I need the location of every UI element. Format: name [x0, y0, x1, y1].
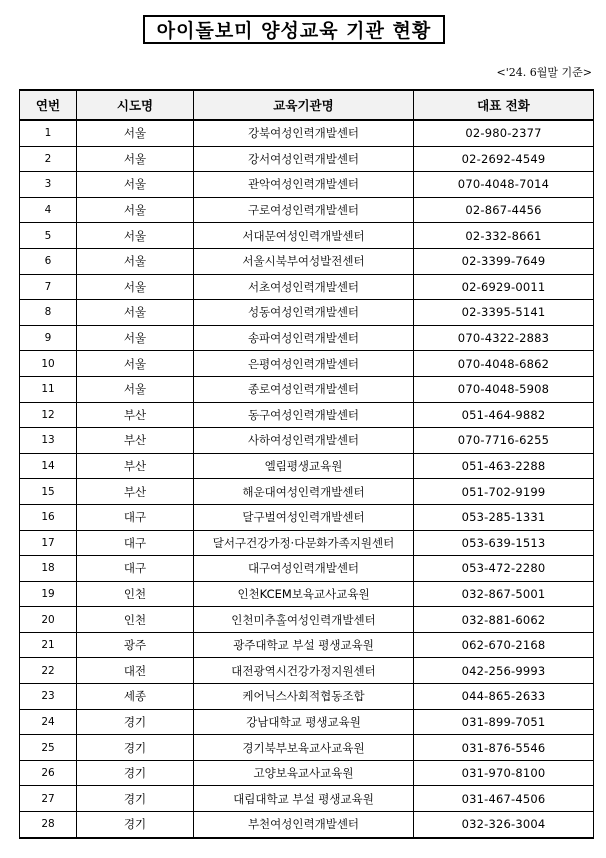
row-region: 경기	[77, 812, 194, 838]
row-phone: 044-865-2633	[414, 684, 594, 710]
table-row	[20, 504, 594, 530]
row-region: 부산	[77, 428, 194, 454]
table-row	[20, 120, 594, 146]
table-row	[20, 658, 594, 684]
row-phone: 02-980-2377	[414, 120, 594, 146]
row-number: 15	[20, 479, 77, 505]
row-institution: 강북여성인력개발센터	[194, 120, 414, 146]
row-institution: 경기북부보육교사교육원	[194, 735, 414, 761]
row-number: 21	[20, 632, 77, 658]
row-institution: 동구여성인력개발센터	[194, 402, 414, 428]
page-title: 아이돌보미 양성교육 기관 현황	[156, 20, 432, 42]
header-phone: 대표 전화	[414, 90, 594, 120]
row-phone: 031-899-7051	[414, 709, 594, 735]
row-region: 서울	[77, 300, 194, 326]
row-phone: 070-4048-6862	[414, 351, 594, 377]
row-phone: 02-3399-7649	[414, 248, 594, 274]
row-region: 대구	[77, 504, 194, 530]
row-institution: 인천KCEM보육교사교육원	[194, 581, 414, 607]
row-region: 서울	[77, 120, 194, 146]
row-region: 서울	[77, 274, 194, 300]
header-number: 연번	[20, 90, 77, 120]
row-institution: 인천미추홀여성인력개발센터	[194, 607, 414, 633]
row-institution: 광주대학교 부설 평생교육원	[194, 632, 414, 658]
row-phone: 02-3395-5141	[414, 300, 594, 326]
row-institution: 고양보육교사교육원	[194, 760, 414, 786]
row-number: 19	[20, 581, 77, 607]
row-institution: 대림대학교 부설 평생교육원	[194, 786, 414, 812]
row-number: 12	[20, 402, 77, 428]
row-phone: 051-463-2288	[414, 453, 594, 479]
row-institution: 서울시북부여성발전센터	[194, 248, 414, 274]
row-institution: 엘림평생교육원	[194, 453, 414, 479]
row-number: 23	[20, 684, 77, 710]
table-row	[20, 223, 594, 249]
row-number: 20	[20, 607, 77, 633]
row-institution: 성동여성인력개발센터	[194, 300, 414, 326]
row-number: 9	[20, 325, 77, 351]
row-region: 서울	[77, 376, 194, 402]
row-number: 7	[20, 274, 77, 300]
row-region: 인천	[77, 607, 194, 633]
row-region: 서울	[77, 146, 194, 172]
row-phone: 070-4048-5908	[414, 376, 594, 402]
row-region: 대구	[77, 530, 194, 556]
row-phone: 032-326-3004	[414, 812, 594, 838]
row-phone: 070-7716-6255	[414, 428, 594, 454]
table-row	[20, 402, 594, 428]
row-number: 2	[20, 146, 77, 172]
row-number: 5	[20, 223, 77, 249]
row-phone: 062-670-2168	[414, 632, 594, 658]
row-region: 부산	[77, 479, 194, 505]
row-institution: 은평여성인력개발센터	[194, 351, 414, 377]
row-region: 부산	[77, 453, 194, 479]
row-region: 서울	[77, 351, 194, 377]
table-row	[20, 632, 594, 658]
row-region: 광주	[77, 632, 194, 658]
table-header-row	[20, 90, 594, 120]
row-region: 경기	[77, 786, 194, 812]
row-region: 서울	[77, 223, 194, 249]
row-number: 27	[20, 786, 77, 812]
row-phone: 031-467-4506	[414, 786, 594, 812]
table-row	[20, 812, 594, 838]
table-row	[20, 735, 594, 761]
row-institution: 송파여성인력개발센터	[194, 325, 414, 351]
row-number: 13	[20, 428, 77, 454]
row-phone: 053-472-2280	[414, 556, 594, 582]
table-row	[20, 274, 594, 300]
row-institution: 종로여성인력개발센터	[194, 376, 414, 402]
institution-table	[19, 89, 594, 839]
row-institution: 부천여성인력개발센터	[194, 812, 414, 838]
row-phone: 031-970-8100	[414, 760, 594, 786]
row-number: 11	[20, 376, 77, 402]
row-number: 17	[20, 530, 77, 556]
row-phone: 02-867-4456	[414, 197, 594, 223]
table-body	[20, 120, 594, 838]
row-phone: 053-285-1331	[414, 504, 594, 530]
row-number: 10	[20, 351, 77, 377]
row-phone: 02-2692-4549	[414, 146, 594, 172]
row-phone: 051-464-9882	[414, 402, 594, 428]
table-row	[20, 248, 594, 274]
table-row	[20, 556, 594, 582]
row-phone: 051-702-9199	[414, 479, 594, 505]
row-number: 25	[20, 735, 77, 761]
row-number: 14	[20, 453, 77, 479]
row-region: 경기	[77, 760, 194, 786]
row-region: 서울	[77, 197, 194, 223]
row-institution: 서대문여성인력개발센터	[194, 223, 414, 249]
row-phone: 02-332-8661	[414, 223, 594, 249]
table-row	[20, 760, 594, 786]
table-row	[20, 607, 594, 633]
row-number: 16	[20, 504, 77, 530]
row-institution: 강서여성인력개발센터	[194, 146, 414, 172]
row-region: 부산	[77, 402, 194, 428]
base-date-note: <'24. 6월말 기준>	[496, 66, 592, 79]
row-institution: 해운대여성인력개발센터	[194, 479, 414, 505]
row-number: 4	[20, 197, 77, 223]
row-region: 경기	[77, 735, 194, 761]
row-institution: 구로여성인력개발센터	[194, 197, 414, 223]
row-phone: 031-876-5546	[414, 735, 594, 761]
page-title-box	[143, 15, 445, 44]
table-row	[20, 300, 594, 326]
table-row	[20, 172, 594, 198]
row-region: 인천	[77, 581, 194, 607]
row-institution: 서초여성인력개발센터	[194, 274, 414, 300]
row-institution: 관악여성인력개발센터	[194, 172, 414, 198]
table-row	[20, 581, 594, 607]
row-phone: 070-4048-7014	[414, 172, 594, 198]
header-region: 시도명	[77, 90, 194, 120]
row-institution: 사하여성인력개발센터	[194, 428, 414, 454]
table-row	[20, 684, 594, 710]
row-institution: 대구여성인력개발센터	[194, 556, 414, 582]
row-phone: 070-4322-2883	[414, 325, 594, 351]
table-row	[20, 146, 594, 172]
row-institution: 대전광역시건강가정지원센터	[194, 658, 414, 684]
table-row	[20, 428, 594, 454]
row-phone: 042-256-9993	[414, 658, 594, 684]
row-institution: 달서구건강가정·다문화가족지원센터	[194, 530, 414, 556]
header-institution: 교육기관명	[194, 90, 414, 120]
row-number: 18	[20, 556, 77, 582]
row-number: 22	[20, 658, 77, 684]
row-number: 26	[20, 760, 77, 786]
row-region: 세종	[77, 684, 194, 710]
row-phone: 032-881-6062	[414, 607, 594, 633]
row-institution: 달구벌여성인력개발센터	[194, 504, 414, 530]
row-region: 서울	[77, 172, 194, 198]
row-number: 24	[20, 709, 77, 735]
table-row	[20, 453, 594, 479]
row-number: 28	[20, 812, 77, 838]
row-number: 6	[20, 248, 77, 274]
row-region: 경기	[77, 709, 194, 735]
table-row	[20, 351, 594, 377]
row-number: 3	[20, 172, 77, 198]
table-row	[20, 325, 594, 351]
row-number: 8	[20, 300, 77, 326]
row-phone: 02-6929-0011	[414, 274, 594, 300]
row-institution: 강남대학교 평생교육원	[194, 709, 414, 735]
row-number: 1	[20, 120, 77, 146]
row-region: 대구	[77, 556, 194, 582]
row-region: 서울	[77, 248, 194, 274]
row-region: 대전	[77, 658, 194, 684]
table-row	[20, 786, 594, 812]
row-institution: 케어닉스사회적협동조합	[194, 684, 414, 710]
table-row	[20, 197, 594, 223]
row-phone: 032-867-5001	[414, 581, 594, 607]
row-phone: 053-639-1513	[414, 530, 594, 556]
table-row	[20, 530, 594, 556]
row-region: 서울	[77, 325, 194, 351]
table-row	[20, 709, 594, 735]
table-row	[20, 479, 594, 505]
table-row	[20, 376, 594, 402]
